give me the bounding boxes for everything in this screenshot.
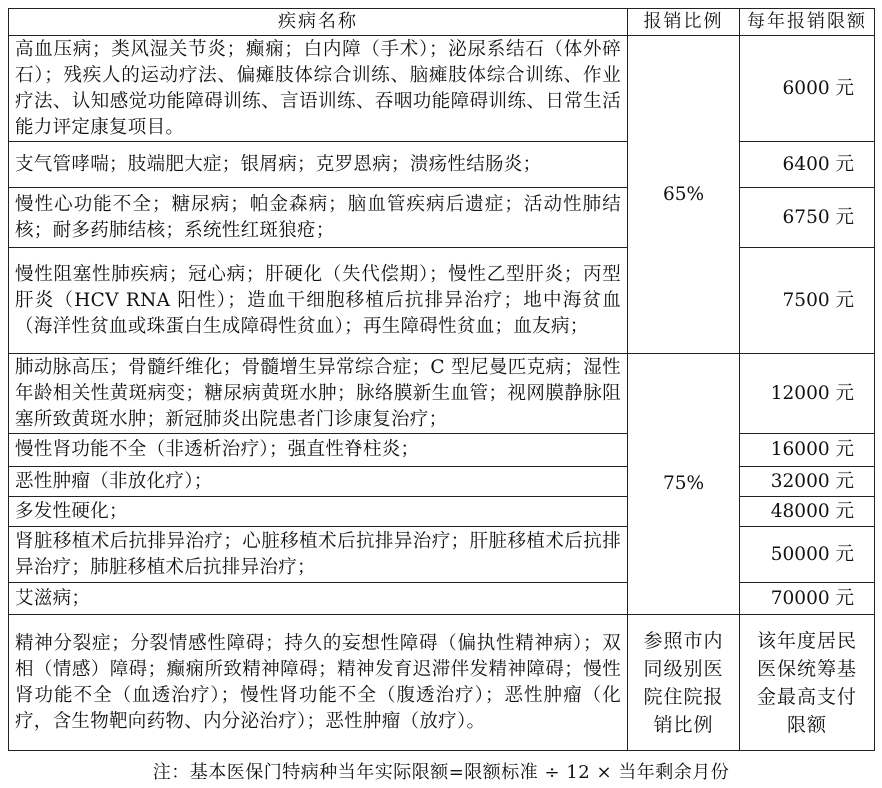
reimbursement-table xyxy=(8,8,875,751)
limit-amount: 6000 元 xyxy=(782,77,854,99)
disease-cell: 多发性硬化； xyxy=(9,497,628,527)
table-row xyxy=(9,36,875,142)
ratio-cell: 参照市内同级别医院住院报销比例 xyxy=(628,615,740,751)
disease-cell: 艾滋病； xyxy=(9,583,628,615)
ratio-cell-group2: 75% xyxy=(628,354,740,615)
disease-cell: 肺动脉高压；骨髓纤维化；骨髓增生异常综合症；C 型尼曼匹克病；湿性年龄相关性黄斑病变；糖尿病黄斑水肿；脉络膜新生血管；视网膜静脉阻塞所致黄斑水肿；新冠肺炎出院患者门诊康复治疗； xyxy=(9,354,628,434)
table-row xyxy=(9,467,875,497)
disease-cell: 慢性肾功能不全（非透析治疗）；强直性脊柱炎； xyxy=(9,434,628,467)
disease-cell: 支气管哮喘；肢端肥大症；银屑病；克罗恩病；溃疡性结肠炎； xyxy=(9,142,628,188)
disease-cell: 慢性心功能不全；糖尿病；帕金森病；脑血管疾病后遗症；活动性肺结核；耐多药肺结核；系统性红斑狼疮； xyxy=(9,188,628,248)
disease-cell: 肾脏移植术后抗排异治疗；心脏移植术后抗排异治疗；肝脏移植术后抗排异治疗；肺脏移植术后抗排异治疗； xyxy=(9,527,628,583)
ratio-cell-group1: 65% xyxy=(628,36,740,354)
limit-amount: 6750 元 xyxy=(782,206,854,228)
limit-cell xyxy=(740,36,875,142)
table-header-row xyxy=(9,9,875,36)
footnote: 注：基本医保门特病种当年实际限额=限额标准 ÷ 12 × 当年剩余月份 xyxy=(152,762,730,783)
limit-cell xyxy=(740,188,875,248)
table-row xyxy=(9,354,875,434)
table-row xyxy=(9,583,875,615)
limit-amount: 6400 元 xyxy=(782,153,854,175)
limit-cell xyxy=(740,467,875,497)
limit-cell xyxy=(740,434,875,467)
table-row xyxy=(9,248,875,354)
limit-cell xyxy=(740,583,875,615)
header-reimbursement-ratio: 报销比例 xyxy=(628,9,740,36)
limit-amount: 32000 元 xyxy=(770,470,854,492)
limit-amount: 70000 元 xyxy=(770,587,854,609)
table-row xyxy=(9,615,875,751)
limit-cell: 该年度居民医保统筹基金最高支付限额 xyxy=(740,615,875,751)
disease-cell: 恶性肿瘤（非放化疗）； xyxy=(9,467,628,497)
table-row xyxy=(9,527,875,583)
limit-amount: 12000 元 xyxy=(770,382,854,404)
table-row xyxy=(9,142,875,188)
limit-cell xyxy=(740,497,875,527)
table-row xyxy=(9,188,875,248)
disease-cell: 高血压病；类风湿关节炎；癫痫；白内障（手术）；泌尿系结石（体外碎石）；残疾人的运动疗法、偏瘫肢体综合训练、脑瘫肢体综合训练、作业疗法、认知感觉功能障碍训练、言语训练、吞咽功能障碍训练、日常生活能力评定康复项目。 xyxy=(9,36,628,142)
limit-cell xyxy=(740,142,875,188)
header-annual-limit: 每年报销限额 xyxy=(740,9,875,36)
disease-cell: 精神分裂症；分裂情感性障碍；持久的妄想性障碍（偏执性精神病）；双相（情感）障碍；癫痫所致精神障碍；精神发育迟滞伴发精神障碍；慢性肾功能不全（血透治疗）；慢性肾功能不全（腹透治疗）；恶性肿瘤（化疗，含生物靶向药物、内分泌治疗）；恶性肿瘤（放疗）。 xyxy=(9,615,628,751)
limit-cell xyxy=(740,248,875,354)
limit-amount: 50000 元 xyxy=(770,543,854,565)
table-row xyxy=(9,497,875,527)
disease-cell: 慢性阻塞性肺疾病；冠心病；肝硬化（失代偿期）；慢性乙型肝炎；丙型肝炎（HCV RNA 阳性）；造血干细胞移植后抗排异治疗；地中海贫血（海洋性贫血或珠蛋白生成障碍性贫血）；再生障碍性贫血；血友病； xyxy=(9,248,628,354)
limit-cell xyxy=(740,527,875,583)
limit-amount: 48000 元 xyxy=(770,500,854,522)
header-disease-name: 疾病名称 xyxy=(9,9,628,36)
limit-amount: 7500 元 xyxy=(782,289,854,311)
limit-amount: 16000 元 xyxy=(770,439,854,460)
table-row xyxy=(9,434,875,467)
limit-cell xyxy=(740,354,875,434)
